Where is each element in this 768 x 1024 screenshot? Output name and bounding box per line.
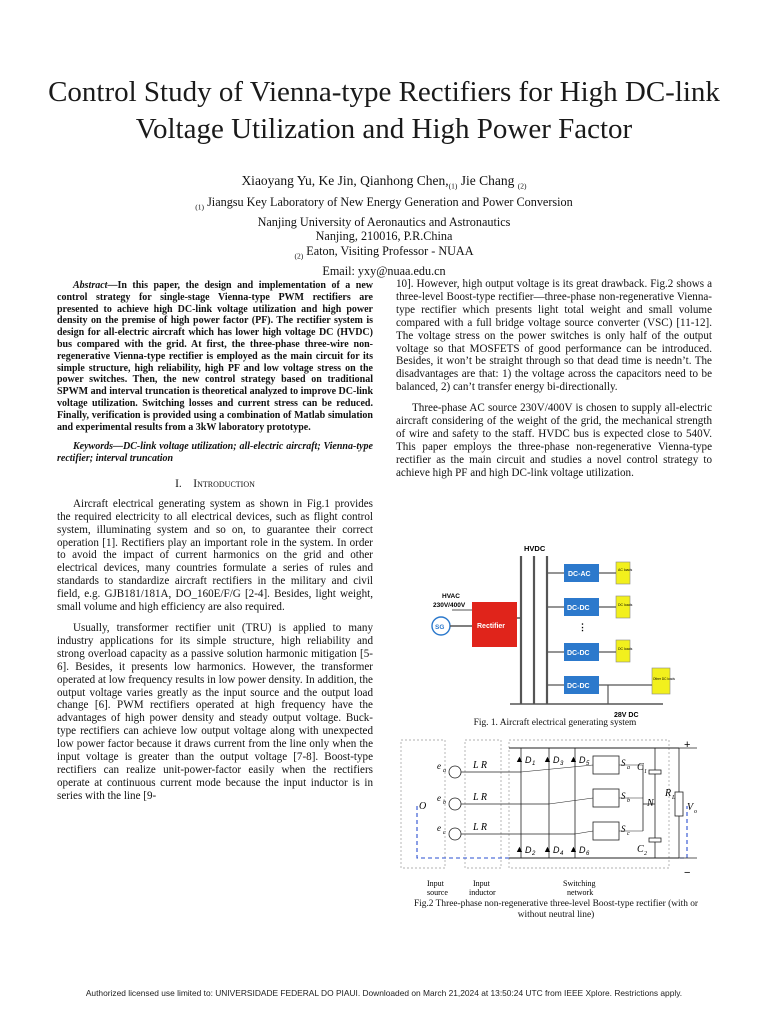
svg-text:o: o xyxy=(694,809,697,815)
load-resistor-icon xyxy=(675,792,683,816)
svg-text:R: R xyxy=(665,788,672,799)
figure-1-caption: Fig. 1. Aircraft electrical generating system xyxy=(473,718,637,728)
dc-load-block xyxy=(616,640,630,662)
svg-text:D: D xyxy=(553,755,560,765)
phase-c xyxy=(437,822,575,840)
affiliation-1-line3: Nanjing, 210016, P.R.China xyxy=(315,229,453,244)
diode-icon: ▲ xyxy=(515,754,524,764)
ac-source-icon xyxy=(449,798,461,810)
switch-a xyxy=(593,756,619,774)
svg-text:D: D xyxy=(579,755,586,765)
label-switching-network: network xyxy=(567,888,594,897)
author-names: Xiaoyang Yu, Ke Jin, Qianhong $Chen,_{(1)}$ Jie Chang $_{(2)}$ xyxy=(241,173,527,191)
svg-text:L R: L R xyxy=(473,822,487,833)
ac-load-block xyxy=(616,562,633,584)
svg-text:C: C xyxy=(637,762,644,773)
capacitor-c1-icon xyxy=(649,770,661,774)
diode-icon: ▲ xyxy=(569,754,578,764)
svg-text:L R: L R xyxy=(473,760,487,771)
paper-title: Control Study of Vienna-type Rectifiers for High DC-link Voltage Utilization and High Power Factor xyxy=(48,76,720,145)
dcdc-label: DC-DC xyxy=(567,683,590,690)
diode-icon: ▲ xyxy=(515,844,524,854)
author-email: Email: yxy@nuaa.edu.cn xyxy=(322,263,446,278)
svg-text:b: b xyxy=(627,798,630,804)
neutral-point-o: O xyxy=(419,801,427,812)
capacitor-c2-icon xyxy=(649,838,661,842)
dc-load-block xyxy=(616,596,630,618)
right-column xyxy=(396,278,712,488)
diode-icon: ▲ xyxy=(543,754,552,764)
hvac-voltage: 230V/400V xyxy=(433,602,466,609)
minus-sign: − xyxy=(684,867,691,879)
svg-text:a: a xyxy=(443,768,446,774)
author-block xyxy=(120,172,648,278)
label-input-source: source xyxy=(427,888,448,897)
svg-text:a: a xyxy=(627,765,630,771)
paragraph: Three-phase AC source 230V/400V is chosen to supply all-electric aircraft considering of the weight of the grid, the mechanical strength of wire and safety to the staff. HVDC bus is expected close to 540V. This paper employs the three-phase non-regenerative Vienna-type rectifier as the main circuit and studies a novel control strategy to achieve high PF and high DC-link voltage utilization. xyxy=(396,402,712,479)
svg-text:c: c xyxy=(627,831,630,837)
other-dc-load-block xyxy=(652,668,670,694)
dc28-label: 28V DC xyxy=(614,712,639,718)
svg-text:b: b xyxy=(443,800,446,806)
svg-text:5: 5 xyxy=(586,761,590,767)
rectifier-label: Rectifier xyxy=(477,623,506,630)
dcdc-label: DC-DC xyxy=(567,650,590,657)
paragraph: 10]. However, high output voltage is its great drawback. Fig.2 shows a three-level Boost-type rectifier—three-phase non-regenerative Vienna-type rectifier which presents light total weight and small volume compared with a full bridge voltage source converter (VSC) [11-12]. The voltage stress on the power switches is only half of the output voltage so that MOSFETS of good performance can be introduced. Besides, it won’t be straight through so that dead time is needn’t. The disadvantages are that: 1) the voltage across the capacitors need to be balanced, 2) can’t transfer energy bi-directionally. xyxy=(396,278,712,394)
diode-icon: ▲ xyxy=(569,844,578,854)
label-switching-network: Switching xyxy=(563,879,596,888)
keywords: Keywords—DC-link voltage utilization; all-electric aircraft; Vienna-type rectifier; interval truncation xyxy=(57,441,373,465)
svg-text:L R: L R xyxy=(473,792,487,803)
svg-text:2: 2 xyxy=(532,851,536,857)
svg-text:V: V xyxy=(687,802,694,813)
ac-source-icon xyxy=(449,828,461,840)
switch-b xyxy=(593,789,619,807)
svg-text:S: S xyxy=(621,824,626,834)
svg-text:D: D xyxy=(579,845,586,855)
svg-text:D: D xyxy=(525,845,532,855)
connector xyxy=(575,831,593,834)
phase-b xyxy=(437,792,549,810)
svg-text:c: c xyxy=(443,830,446,836)
svg-text:3: 3 xyxy=(560,761,564,767)
phase-a xyxy=(437,760,521,778)
svg-text:D: D xyxy=(525,755,532,765)
svg-text:1: 1 xyxy=(532,761,536,767)
plus-sign: + xyxy=(684,739,691,751)
svg-text:S: S xyxy=(621,791,626,801)
dcac-label: DC-AC xyxy=(568,571,591,578)
switch-c xyxy=(593,822,619,840)
svg-text:e: e xyxy=(437,823,441,833)
svg-text:2: 2 xyxy=(644,851,647,857)
dc-load-label: DC loads xyxy=(618,603,633,607)
affiliation-2: $_{(2)}$ Eaton, Visiting Professor - NUAA xyxy=(294,243,474,261)
svg-text:1: 1 xyxy=(644,769,647,775)
svg-text:e: e xyxy=(437,761,441,771)
svg-text:D: D xyxy=(553,845,560,855)
svg-text:C: C xyxy=(637,844,644,855)
paragraph: Aircraft electrical generating system as shown in Fig.1 provides the required electricity to all electrical devices, such as flight control system, illuminating system and so on, to guarantee their correct operation [1]. Rectifiers play an important role in the system. In order to avoid the impact of current harmonics on the grid and other electrical devices, many countries formulate a series of rules and standards to standardize aircraft rectifiers in the military and civil field, e.g. GJB181/181A, DO_160E/F/G [2-4]. Besides, light weight, small volume and high efficiency are also required. xyxy=(57,497,373,614)
figure-2-circuit xyxy=(397,734,719,904)
ac-load-label: AC loads xyxy=(618,568,633,572)
ac-source-icon xyxy=(449,766,461,778)
hvac-label: HVAC xyxy=(442,593,460,600)
svg-text:6: 6 xyxy=(586,851,590,857)
other-dc-load-label: Other DC loads xyxy=(653,677,675,681)
svg-text:e: e xyxy=(437,793,441,803)
sg-label: SG xyxy=(435,624,445,631)
affiliation-1-line2: Nanjing University of Aeronautics and Astronautics xyxy=(257,214,511,229)
abstract: Abstract—In this paper, the design and implementation of a new control strategy for single-stage Vienna-type PWM rectifiers are presented to achieve high DC-link voltage utilization and high power density on the premise of high power factor (PF). The rectifier system is design for all-electric aircraft which has lower high voltage DC (HVDC) bus compared with the grid. At first, the three-phase three-wire non-regenerative Vienna-type rectifier is employed as the main circuit for its simple structure, high reliability, high PF and low voltage stress on the power switches. Then, the new control strategy based on traditional SPWM and interval truncation is theoretical analyzed to improve DC-link voltage utilization. Switching losses and current stress can be reduced. Finally, verification is provided using a combination of Matlab simulation and experimental results from a 3kW laboratory prototype. xyxy=(57,280,374,433)
paragraph: Usually, transformer rectifier unit (TRU) is applied to many industry applications for its simple structure, high reliability and strong overload capacity as a passive solution harmonic mitigation [5-6]. Besides, it presents low harmonics. However, the transformer operated at low frequency results in low power density. In addition, the output voltage varies greatly as the input source and the output load change [6]. PWM rectifiers operated at high frequency have the advantages of high power density and steady output voltage. Buck-type rectifiers can achieve low output voltage along with unexpected low power factor because it draws current from the line only when the input voltage is greater than the output voltage [7-8]. Boost-type rectifiers can realize unit-power-factor easily when the rectifiers operate at continuous current mode because the input inductor is in series with the line [9- xyxy=(57,622,373,802)
diode-labels xyxy=(515,754,590,857)
ellipsis: ⋮ xyxy=(578,622,587,632)
affiliation-1: $_{(1)}$ Jiangsu Key Laboratory of New Energy Generation and Power Conversion xyxy=(195,194,573,212)
svg-text:L: L xyxy=(672,795,676,801)
svg-text:S: S xyxy=(621,758,626,768)
label-input-source: Input xyxy=(427,879,444,888)
dc-load-label: DC loads xyxy=(618,647,633,651)
section-heading-introduction: I. Introduction xyxy=(175,477,255,490)
label-input-inductor: inductor xyxy=(469,888,496,897)
license-footer: Authorized licensed use limited to: UNIVERSIDADE FEDERAL DO PIAUI. Downloaded on March 21,2024 at 13:50:24 UTC from IEEE Xplore. Restrictions apply. xyxy=(85,988,683,998)
svg-text:4: 4 xyxy=(560,851,564,857)
figure-2-caption: Fig.2 Three-phase non-regenerative three-level Boost-type rectifier (with or without neutral line) xyxy=(413,899,699,920)
connector xyxy=(549,798,593,804)
label-input-inductor: Input xyxy=(473,879,490,888)
figure-1-diagram xyxy=(418,540,718,718)
switch-cells xyxy=(521,756,655,840)
dcdc-label: DC-DC xyxy=(567,605,590,612)
hvdc-label: HVDC xyxy=(524,544,546,553)
left-column xyxy=(57,280,373,811)
diode-icon: ▲ xyxy=(543,844,552,854)
node-n: N xyxy=(647,798,654,809)
